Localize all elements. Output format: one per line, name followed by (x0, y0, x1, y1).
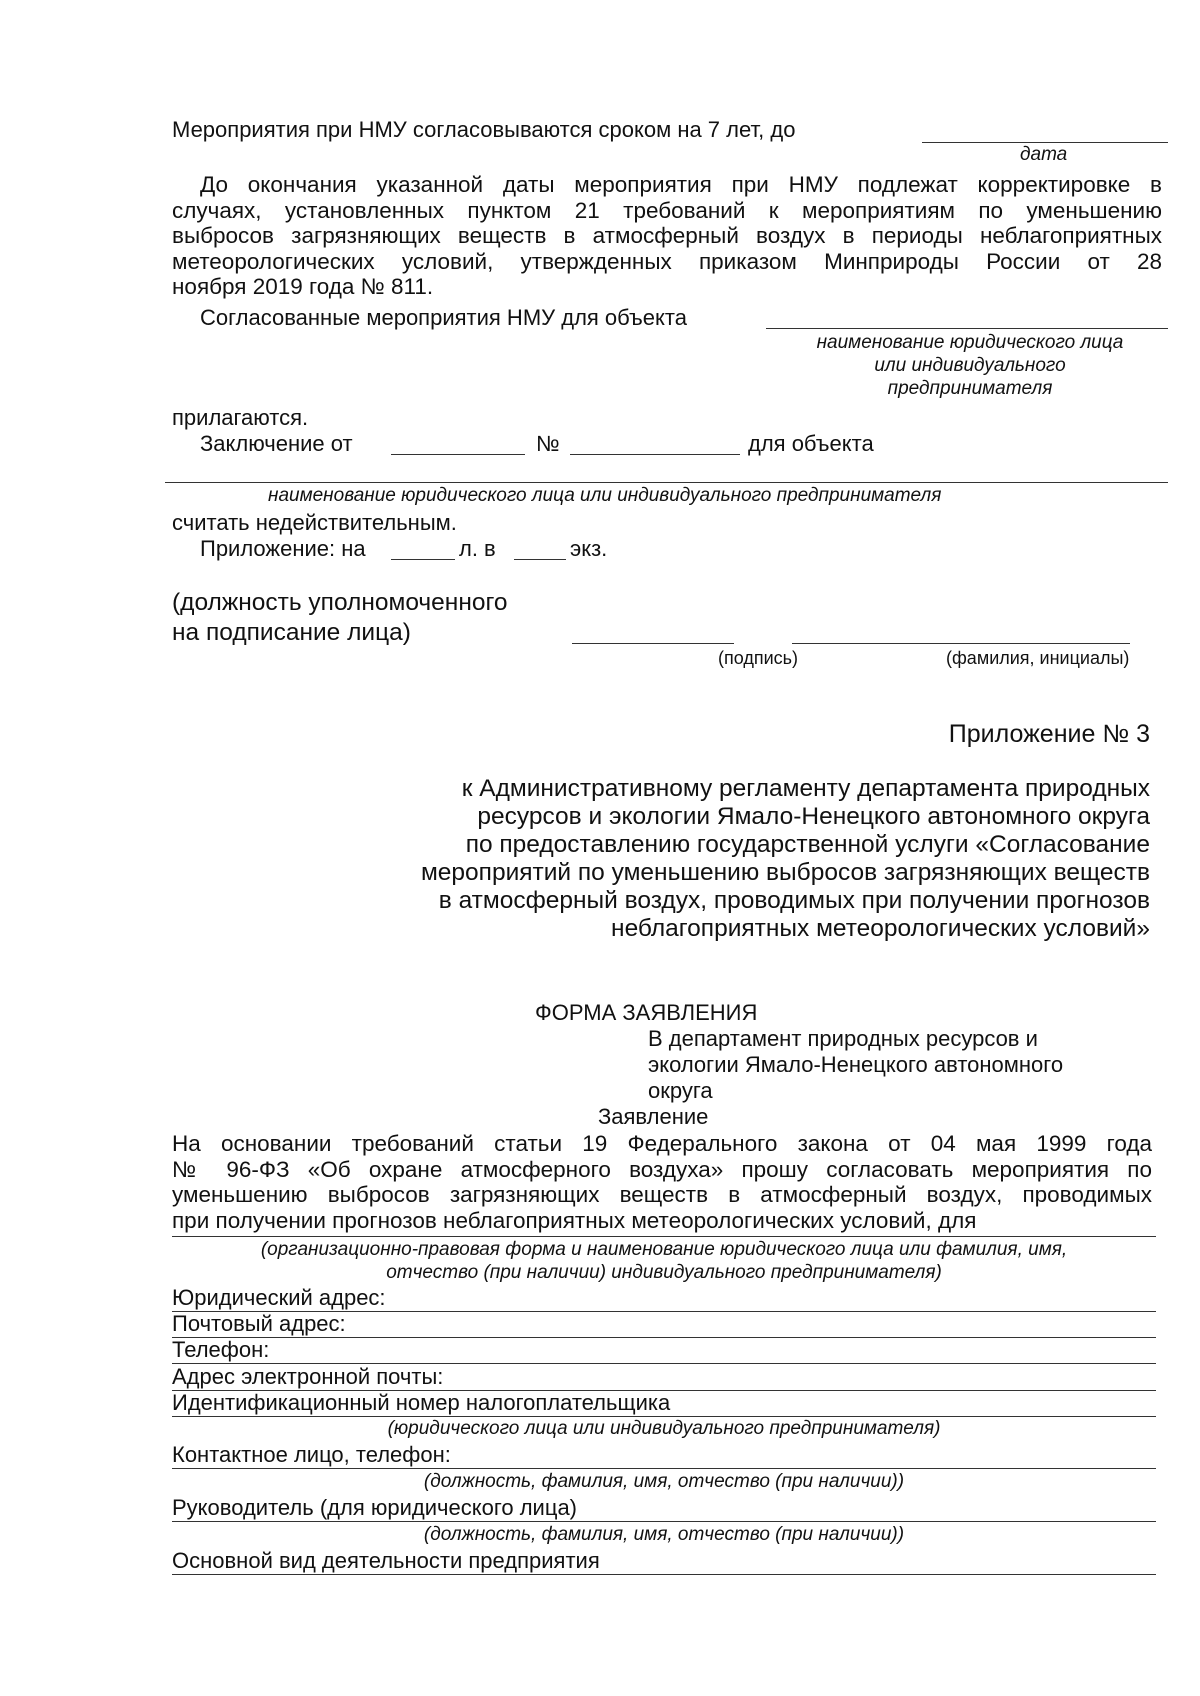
signature-blank (572, 643, 734, 644)
postal-address-field[interactable] (172, 1311, 1156, 1338)
statement-line: На основании требований статьи 19 Федерального закона от 04 мая 1999 года (172, 1131, 1152, 1156)
authorized-position (172, 588, 508, 648)
activity-field[interactable] (172, 1548, 1156, 1575)
annex-on: Приложение: на (200, 536, 366, 561)
paragraph-line: случаях, установленных пунктом 21 требований к мероприятиям по уменьшению (172, 197, 1162, 223)
position-line: на подписание лица) (172, 619, 411, 646)
annex-sheets: л. в (459, 536, 496, 561)
head-caption: (должность, фамилия, имя, отчество (при наличии)) (423, 1524, 905, 1545)
appendix-title: Приложение № 3 (948, 720, 1150, 748)
applicant-name-line (172, 1236, 1156, 1237)
appendix-line: мероприятий по уменьшению выбросов загрязняющих веществ (420, 859, 1150, 886)
phone-label: Телефон: (172, 1337, 270, 1362)
contact-label: Контактное лицо, телефон: (172, 1442, 451, 1467)
conclusion-date-blank (391, 454, 525, 455)
addressee-line: округа (648, 1078, 713, 1103)
number-sign: № (536, 431, 560, 456)
date-caption: дата (1020, 144, 1068, 165)
caption-line: наименование юридического лица (816, 332, 1124, 353)
annex-copies-blank (514, 559, 566, 560)
appendix-line: к Административному регламенту департамента природных (461, 775, 1150, 802)
entity-caption (770, 331, 1170, 400)
activity-label: Основной вид деятельности предприятия (172, 1548, 600, 1573)
statement-line: № 96-ФЗ «Об охране атмосферного воздуха» прошу согласовать мероприятия по (172, 1156, 1152, 1182)
caption-line: отчество (при наличии) индивидуального предпринимателя) (386, 1262, 942, 1283)
paragraph-line: метеорологических условий, утвержденных приказом Минприроды России от 28 (172, 248, 1162, 274)
agreed-measures-line: Согласованные мероприятия НМУ для объекта (200, 305, 687, 330)
org-caption (172, 1238, 1156, 1284)
attached-text: прилагаются. (172, 405, 309, 430)
statement-paragraph (172, 1131, 1152, 1233)
contact-field[interactable] (172, 1442, 1156, 1469)
name-blank (792, 643, 1130, 644)
statement-title: Заявление (598, 1104, 709, 1129)
postal-address-label: Почтовый адрес: (172, 1311, 346, 1336)
statement-line: уменьшению выбросов загрязняющих веществ в атмосферный воздух, проводимых (172, 1182, 1152, 1207)
validity-line: Мероприятия при НМУ согласовываются сроком на 7 лет, до (172, 117, 796, 142)
phone-field[interactable] (172, 1337, 1156, 1364)
date-blank (922, 142, 1168, 143)
signature-caption: (подпись) (718, 648, 799, 668)
entity-name-blank (766, 328, 1168, 329)
name-caption: (фамилия, инициалы) (946, 648, 1130, 668)
appendix-line: по предоставлению государственной услуги «Согласование (465, 831, 1150, 858)
addressee-line: экологии Ямало-Ненецкого автономного (648, 1052, 1064, 1077)
position-line: (должность уполномоченного (172, 589, 508, 616)
caption-line: (организационно-правовая форма и наименование юридического лица или фамилия, имя, (260, 1239, 1068, 1260)
form-title: ФОРМА ЗАЯВЛЕНИЯ (535, 1000, 758, 1025)
annex-copies: экз. (570, 536, 608, 561)
appendix-reference (330, 775, 1150, 943)
inn-label: Идентификационный номер налогоплательщика (172, 1390, 671, 1415)
legal-address-label: Юридический адрес: (172, 1285, 386, 1310)
inn-caption: (юридического лица или индивидуального предпринимателя) (387, 1418, 941, 1439)
appendix-line: в атмосферный воздух, проводимых при получении прогнозов (438, 887, 1150, 914)
appendix-line: ресурсов и экологии Ямало-Ненецкого автономного округа (477, 803, 1150, 830)
appendix-line: неблагоприятных метеорологических условий» (611, 915, 1150, 942)
email-field[interactable] (172, 1364, 1156, 1391)
contact-caption: (должность, фамилия, имя, отчество (при наличии)) (423, 1471, 905, 1492)
email-label: Адрес электронной почты: (172, 1364, 444, 1389)
legal-address-field[interactable] (172, 1285, 1156, 1312)
head-field[interactable] (172, 1495, 1156, 1522)
caption-line: предпринимателя (887, 378, 1053, 399)
paragraph-line: До окончания указанной даты мероприятия при НМУ подлежат корректировке в (200, 172, 1162, 197)
annex-sheets-blank (391, 559, 455, 560)
conclusion-from: Заключение от (200, 431, 353, 456)
paragraph-line: выбросов загрязняющих веществ в атмосферный воздух в периоды неблагоприятных (172, 223, 1162, 248)
addressee-line: В департамент природных ресурсов и (648, 1026, 1038, 1051)
for-object: для объекта (748, 431, 874, 456)
inn-field[interactable] (172, 1390, 1156, 1417)
correction-paragraph (172, 172, 1162, 300)
paragraph-line: ноября 2019 года № 811. (172, 274, 434, 299)
head-label: Руководитель (для юридического лица) (172, 1495, 578, 1520)
entity-caption-full: наименование юридического лица или индивидуального предпринимателя (268, 485, 942, 506)
caption-line: или индивидуального (874, 355, 1066, 376)
invalid-text: считать недействительным. (172, 510, 457, 535)
addressee-block (648, 1026, 1063, 1104)
conclusion-number-blank (570, 454, 740, 455)
statement-line: при получении прогнозов неблагоприятных метеорологических условий, для (172, 1207, 977, 1233)
entity-name-blank-full (165, 482, 1168, 483)
